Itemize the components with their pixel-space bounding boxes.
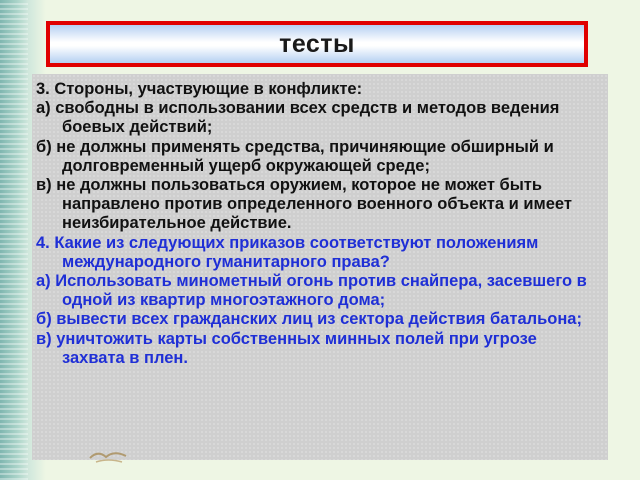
question-3-heading: 3. Стороны, участвующие в конфликте:	[36, 80, 363, 98]
question-4-option-c: в) уничтожить карты собственных минных полей при угрозе захвата в плен.	[36, 329, 537, 367]
title-box	[46, 21, 588, 67]
question-4-option-b: б) вывести всех гражданских лиц из сектора действия батальона;	[36, 310, 582, 329]
question-3-option-b: б) не должны применять средства, причиняющие обширный и долговременный ущерб окружающей среде;	[36, 137, 554, 175]
slide-title: тесты	[279, 29, 355, 58]
content-panel	[32, 74, 608, 460]
question-3-option-a: а) свободны в использовании всех средств и методов ведения боевых действий;	[36, 99, 560, 137]
question-4-heading: 4. Какие из следующих приказов соответствуют положениям международного гуманитарного права?	[36, 233, 539, 271]
question-3-option-c: в) не должны пользоваться оружием, которое не может быть направлено против определенного военного объекта и имеет неизбирательное действие.	[36, 176, 572, 233]
decorative-side-strip	[0, 0, 28, 480]
question-4-option-a: а) Использовать минометный огонь против снайпера, засевшего в одной из квартир многоэтажного дома;	[36, 272, 587, 310]
decorative-ornament-icon	[86, 446, 132, 466]
